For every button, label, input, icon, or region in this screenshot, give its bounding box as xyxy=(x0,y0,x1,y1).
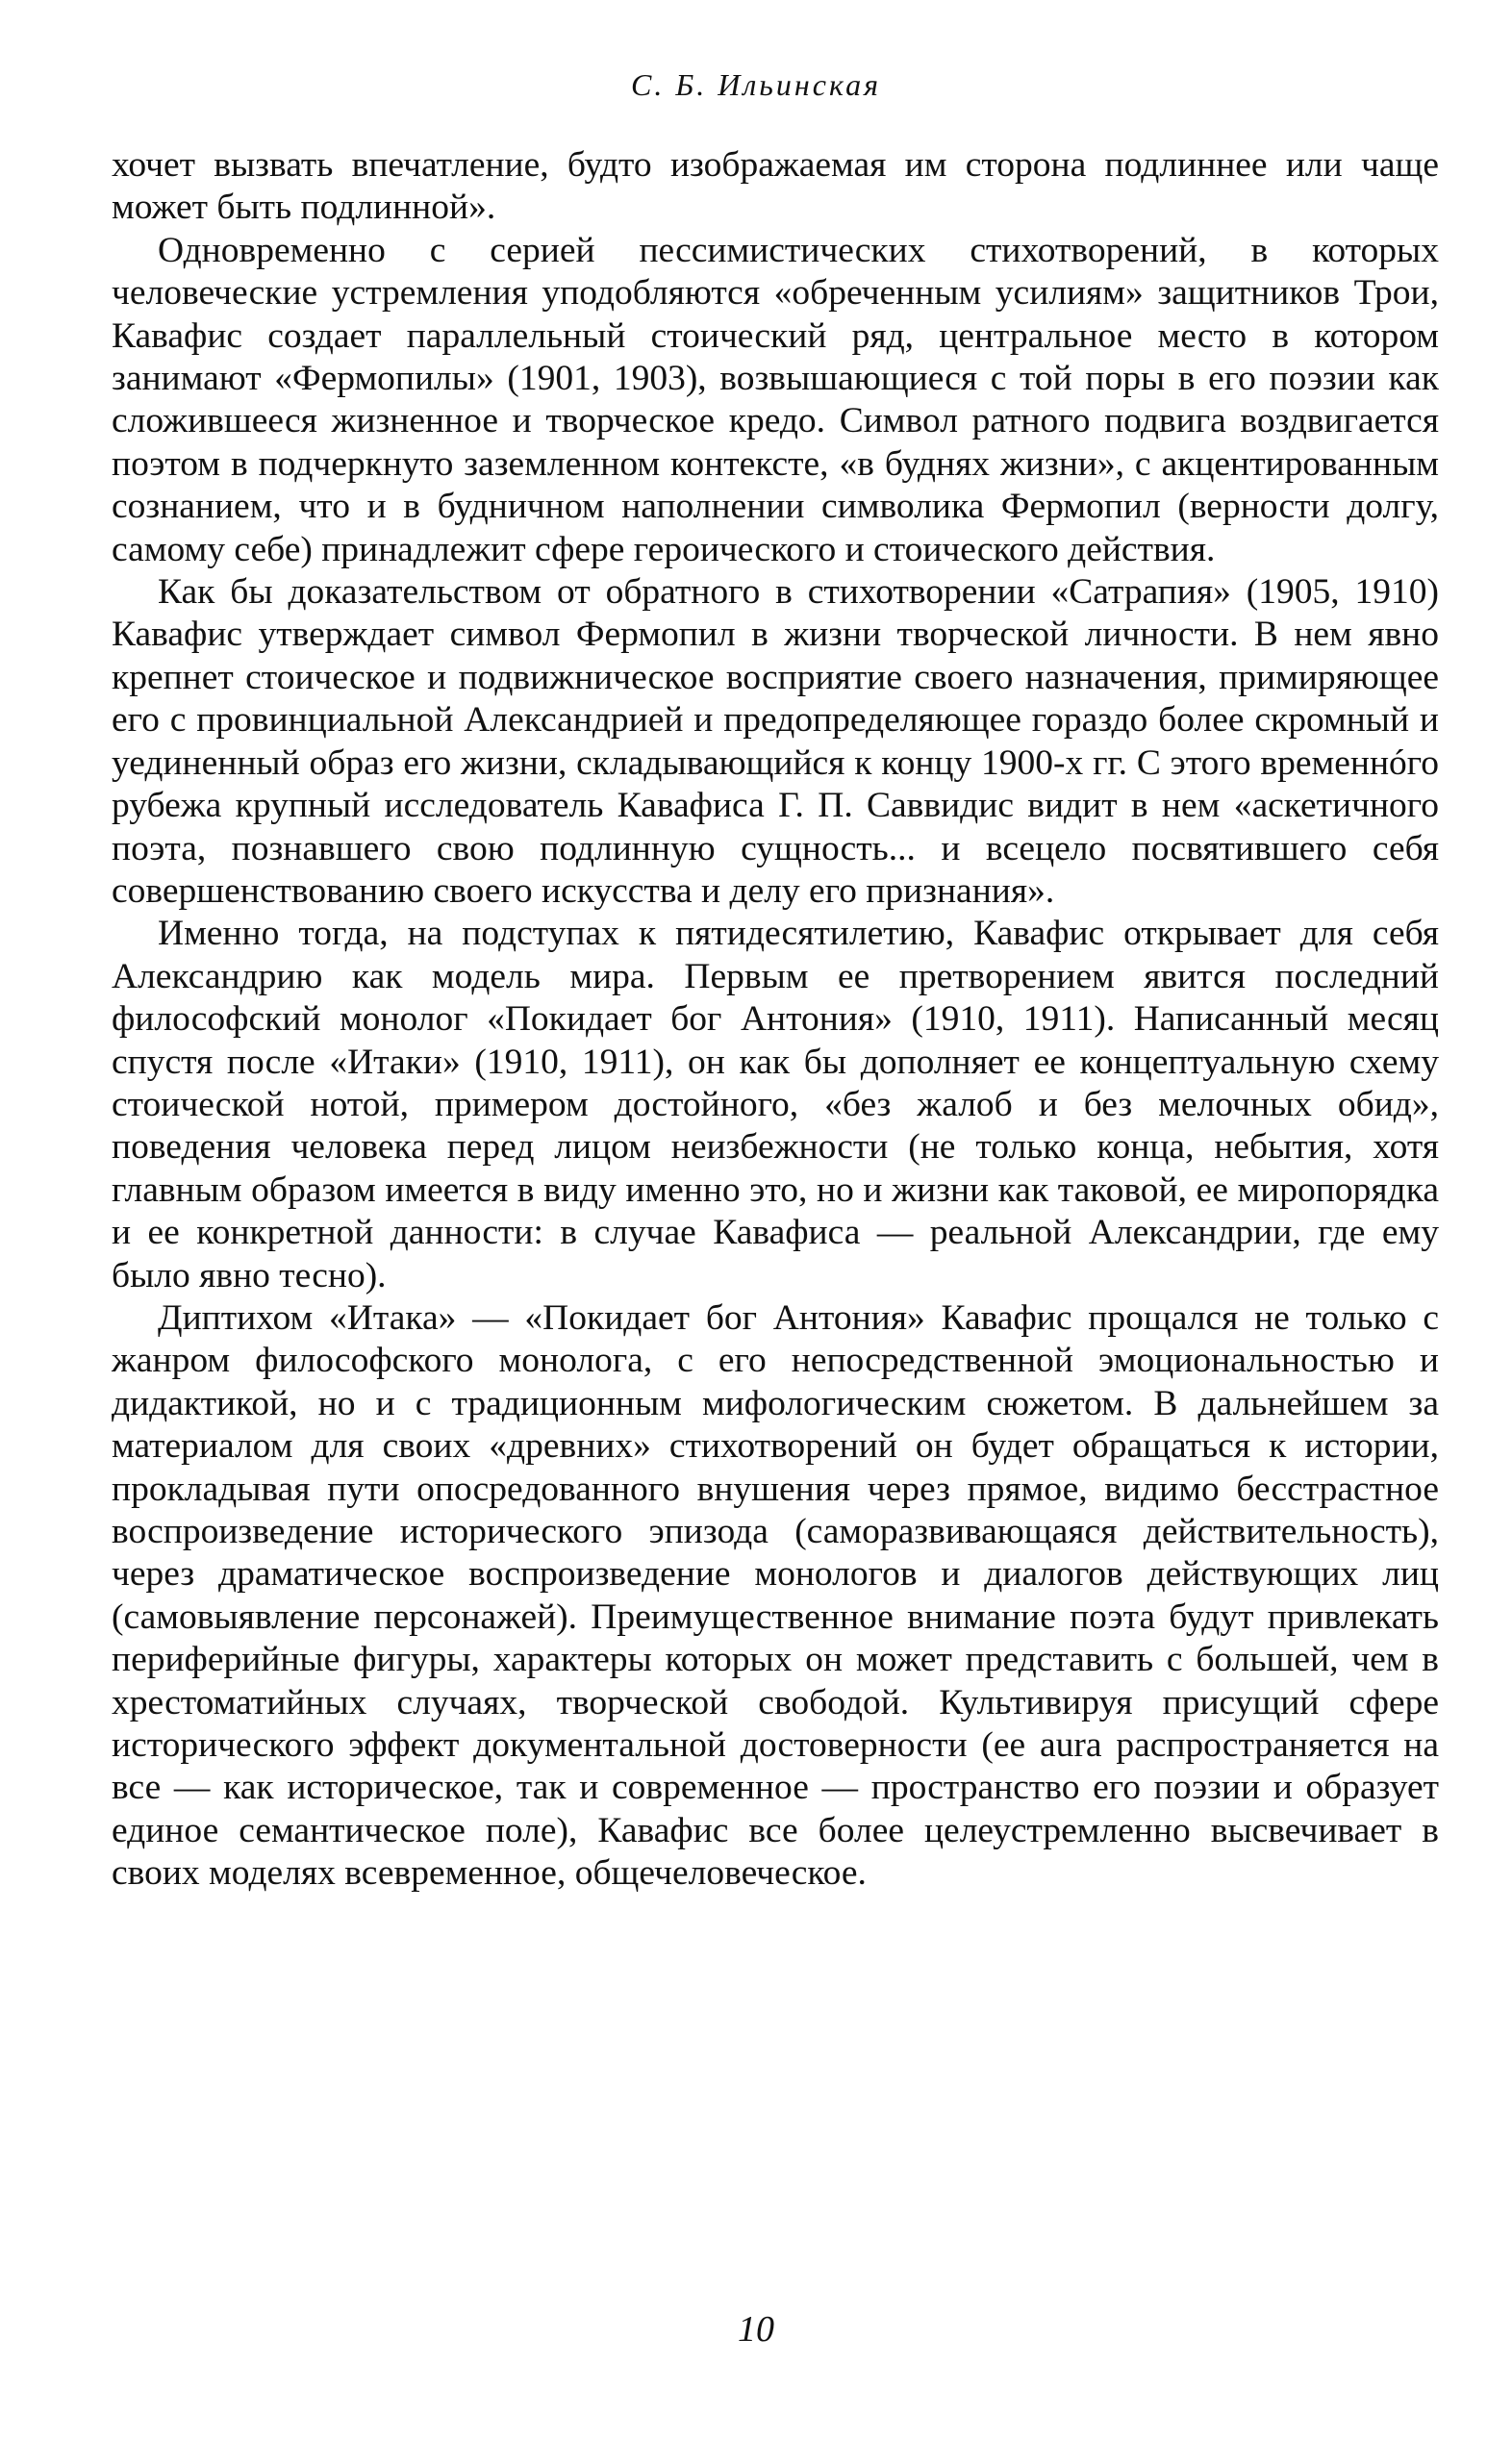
paragraph: Именно тогда, на подступах к пятидесятилетию, Кавафис открывает для себя Александрию как модель мира. Первым ее претворением явится последний философский монолог «Покидает бог Антония» (1910, 1911). Написанный месяц спустя после «Итаки» (1910, 1911), он как бы дополняет ее концептуальную схему стоической нотой, примером достойного, «без жалоб и без мелочных обид», поведения человека перед лицом неизбежности (не только конца, небытия, хотя главным образом имеется в виду именно это, но и жизни как таковой, ее миропорядка и ее конкретной данности: в случае Кавафиса — реальной Александрии, где ему было явно тесно). xyxy=(112,914,1439,1295)
body-text xyxy=(112,144,1439,1896)
page-number: 10 xyxy=(738,2309,774,2350)
paragraph: Диптихом «Итака» — «Покидает бог Антония» Кавафис прощался не только с жанром философского монолога, с его непосредственной эмоциональностью и дидактикой, но и с традиционным мифологическим сюжетом. В дальнейшем за материалом для своих «древних» стихотворений он будет обращаться к истории, прокладывая пути опосредованного внушения через прямое, видимо бесстрастное воспроизведение исторического эпизода (саморазвивающаяся действительность), через драматическое воспроизведение монологов и диалогов действующих лиц (самовыявление персонажей). Преимущественное внимание поэта будут привлекать периферийные фигуры, характеры которых он может представить с большей, чем в хрестоматийных случаях, творческой свободой. Культивируя присущий сфере исторического эффект документальной достоверности (ее aura распространяется на все — как историческое, так и современное — пространство его поэзии и образует единое семантическое поле), Кавафис все более целеустремленно высвечивает в своих моделях всевременное, общечеловеческое. xyxy=(112,1297,1439,1894)
paragraph-continued: хочет вызвать впечатление, будто изображаемая им сторона подлиннее или чаще может быть подлинной». xyxy=(112,145,1439,228)
paragraph: Одновременно с серией пессимистических стихотворений, в которых человеческие устремления уподобляются «обреченным усилиям» защитников Трои, Кавафис создает параллельный стоический ряд, центральное место в котором занимают «Фермопилы» (1901, 1903), возвышающиеся с той поры в его поэзии как сложившееся жизненное и творческое кредо. Символ ратного подвига воздвигается поэтом в подчеркнуто заземленном контексте, «в буднях жизни», с акцентированным сознанием, что и в будничном наполнении символика Фермопил (верности долгу, самому себе) принадлежит сфере героического и стоического действия. xyxy=(112,230,1439,569)
running-head-author: С. Б. Ильинская xyxy=(631,67,881,102)
paragraph: Как бы доказательством от обратного в стихотворении «Сатрапия» (1905, 1910) Кавафис утверждает символ Фермопил в жизни творческой личности. В нем явно крепнет стоическое и подвижническое восприятие своего назначения, примиряющее его с провинциальной Александрией и предопределяющее гораздо более скромный и уединенный образ его жизни, складывающийся к концу 1900-х гг. С этого временнóго рубежа крупный исследователь Кавафиса Г. П. Саввидис видит в нем «аскетичного поэта, познавшего свою подлинную сущность... и всецело посвятившего себя совершенствованию своего искусства и делу его признания». xyxy=(112,572,1439,911)
